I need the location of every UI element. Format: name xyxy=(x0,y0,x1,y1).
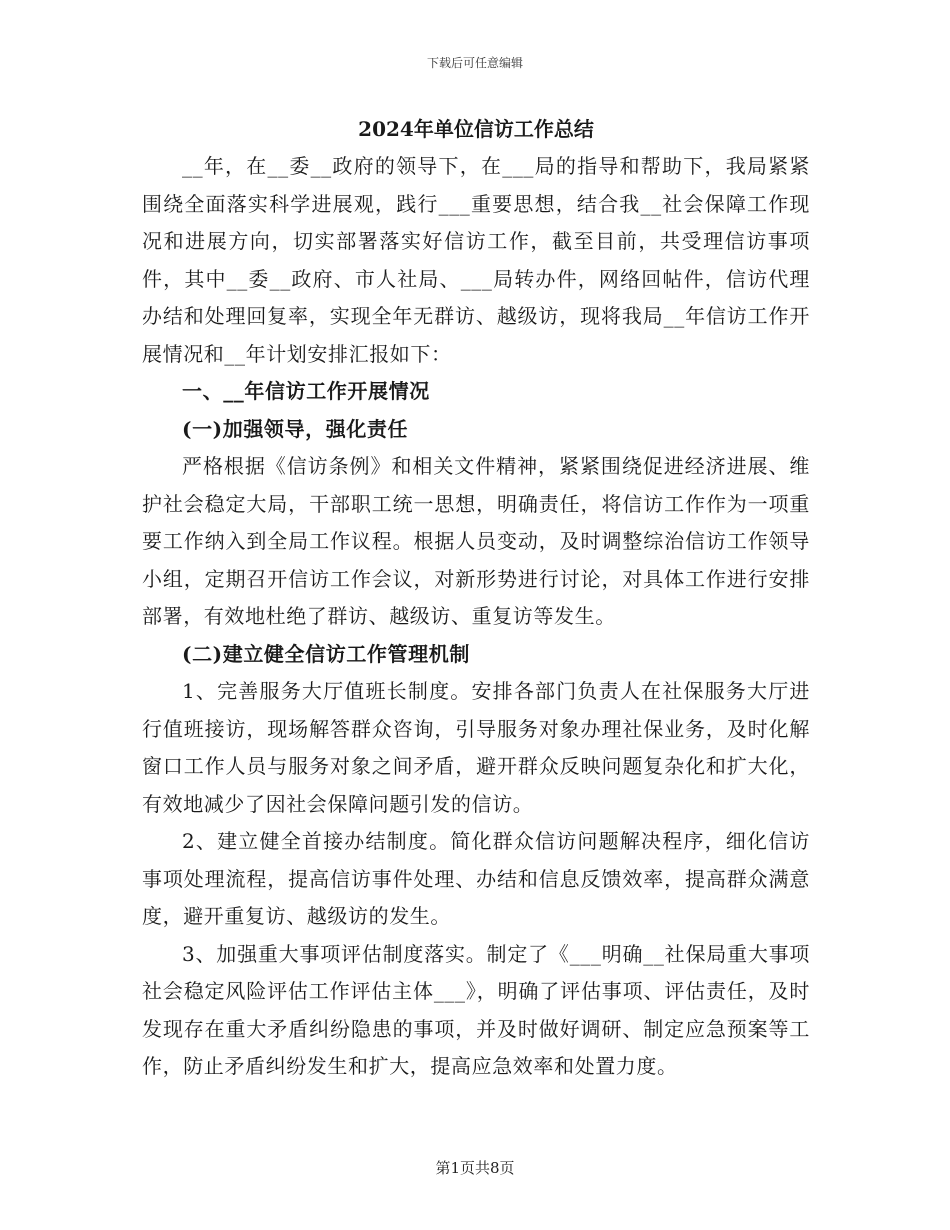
paragraph-item-3: 3、加强重大事项评估制度落实。制定了《___明确__社保局重大事项社会稳定风险评估工作评估主体___》，明确了评估事项、评估责任，及时发现存在重大矛盾纠纷隐患的事项，并及时做好调研、制定应急预案等工作，防止矛盾纠纷发生和扩大，提高应急效率和处置力度。 xyxy=(142,941,810,1078)
page-number: 第1页共8页 xyxy=(435,1159,515,1177)
paragraph-item-2: 2、建立健全首接办结制度。简化群众信访问题解决程序，细化信访事项处理流程，提高信访事件处理、办结和信息反馈效率，提高群众满意度，避开重复访、越级访的发生。 xyxy=(142,829,810,928)
document-body xyxy=(142,114,810,1086)
paragraph-item-1: 1、完善服务大厅值班长制度。安排各部门负责人在社保服务大厅进行值班接访，现场解答群众咨询，引导服务对象办理社保业务，及时化解窗口工作人员与服务对象之间矛盾，避开群众反映问题复杂化和扩大化，有效地减少了因社会保障问题引发的信访。 xyxy=(142,679,810,816)
header-note: 下载后可任意编辑 xyxy=(426,56,523,70)
document-title: 2024年单位信访工作总结 xyxy=(358,117,594,141)
subsection-heading-2: (二)建立健全信访工作管理机制 xyxy=(182,641,470,666)
subsection-heading-1: (一)加强领导，强化责任 xyxy=(182,416,409,441)
intro-paragraph: __年，在__委__政府的领导下，在___局的指导和帮助下，我局紧紧围绕全面落实科学进展观，践行___重要思想，结合我__社会保障工作现况和进展方向，切实部署落实好信访工作，截至目前，共受理信访事项件，其中__委__政府、市人社局、___局转办件，网络回帖件，信访代理办结和处理回复率，实现全年无群访、越级访，现将我局__年信访工作开展情况和__年计划安排汇报如下： xyxy=(142,154,810,366)
paragraph-leadership: 严格根据《信访条例》和相关文件精神，紧紧围绕促进经济进展、维护社会稳定大局，干部职工统一思想，明确责任，将信访工作作为一项重要工作纳入到全局工作议程。根据人员变动，及时调整综治信访工作领导小组，定期召开信访工作会议，对新形势进行讨论，对具体工作进行安排部署，有效地杜绝了群访、越级访、重复访等发生。 xyxy=(142,454,810,628)
section-heading-1: 一、__年信访工作开展情况 xyxy=(182,379,430,403)
